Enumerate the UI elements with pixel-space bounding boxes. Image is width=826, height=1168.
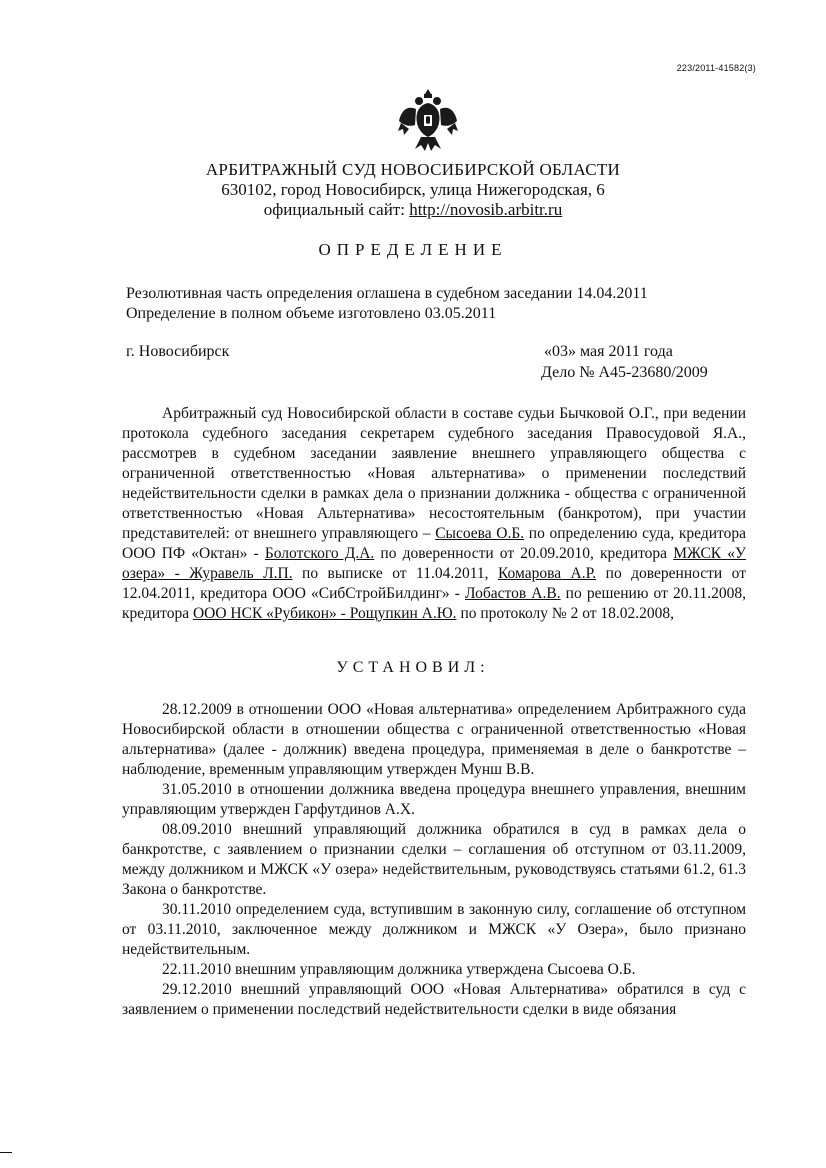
court-address: 630102, город Новосибирск, улица Нижегородская, 6 xyxy=(221,180,605,199)
findings-paragraph: 30.11.2010 определением суда, вступившим в законную силу, соглашение об отступном от 03.11.2010, заключенное между должником и МЖСК «У Озера», было признано недействительным. xyxy=(122,901,746,958)
intro-text: по протоколу № 2 от 18.02.2008, xyxy=(456,605,675,622)
findings-paragraph: 28.12.2009 в отношении ООО «Новая альтернатива» определением Арбитражного суда Новосибирской области в отношении общества с ограниченной ответственностью «Новая альтернатива» (далее - должник) введена процедура, применяемая в деле о банкротстве – наблюдение, временным управляющим утвержден Мунш В.В. xyxy=(122,701,746,778)
intro-text: Арбитражный суд Новосибирской области в составе судьи Бычковой О.Г., при ведении протокола судебного заседания секретарем судебного заседания Правосудовой Я.А., рассмотрев в судебном заседании заявление внешнего управляющего общества с ограниченной ответственностью «Новая альтернатива» о применении последствий недействительности сделки в рамках дела о признании должника - общества с ограниченной ответственностью «Новая Альтернатива» несостоятельным (банкротом), при участии представителей: от внешнего управляющего – xyxy=(122,405,746,542)
document-code: 223/2011-41582(3) xyxy=(676,63,756,73)
document-title: ОПРЕДЕЛЕНИЕ xyxy=(318,240,508,259)
website-label: официальный сайт: xyxy=(263,200,410,219)
underlined-name: Сысоева О.Б. xyxy=(435,525,525,542)
intro-paragraph xyxy=(122,404,746,624)
intro-text: по определению суда, кредитора ООО ПФ «Октан» - xyxy=(122,525,746,562)
website-link[interactable]: http://novosib.arbitr.ru xyxy=(409,200,563,219)
city: г. Новосибирск xyxy=(126,343,230,360)
case-number: Дело № А45-23680/2009 xyxy=(541,364,708,381)
announcement-line: Резолютивная часть определения оглашена в судебном заседании 14.04.2011 xyxy=(126,285,648,302)
findings-paragraph: 31.05.2010 в отношении должника введена процедура внешнего управления, внешним управляющим утвержден Гарфутдинов А.Х. xyxy=(122,781,746,818)
underlined-name: МЖСК «У озера» - Журавель Л.П. xyxy=(122,545,747,582)
court-website xyxy=(0,200,826,220)
announcement-info xyxy=(126,284,648,324)
intro-text: по доверенности от 12.04.2011, кредитора ООО «СибСтройБилдинг» - xyxy=(122,565,746,602)
findings-paragraph: 29.12.2010 внешний управляющий ООО «Новая Альтернатива» обратился в суд с заявлением о применении последствий недействительности сделки в виде обязания xyxy=(122,981,746,1018)
section-heading: УСТАНОВИЛ: xyxy=(336,659,490,676)
underlined-name: Комарова А.Р. xyxy=(497,565,597,582)
intro-text: по решению от 20.11.2008, кредитора xyxy=(122,585,746,622)
court-header xyxy=(0,160,826,220)
findings-paragraph: 08.09.2010 внешний управляющий должника обратился в суд в рамках дела о банкротстве, с заявлением о признании сделки – соглашения об отступном от 03.11.2009, между должником и МЖСК «У озера» недействительным, руководствуясь статьями 61.2, 61.3 Закона о банкротстве. xyxy=(122,821,746,898)
coat-of-arms-icon xyxy=(393,85,463,155)
court-name: АРБИТРАЖНЫЙ СУД НОВОСИБИРСКОЙ ОБЛАСТИ xyxy=(205,160,621,179)
intro-text: по доверенности от 20.09.2010, кредитора xyxy=(374,545,674,562)
scan-mark xyxy=(0,1152,12,1153)
intro-text: по выписке от 11.04.2011, xyxy=(292,565,498,582)
findings-paragraph: 22.11.2010 внешним управляющим должника утверждена Сысоева О.Б. xyxy=(162,961,636,978)
full-text-date-line: Определение в полном объеме изготовлено 03.05.2011 xyxy=(126,305,497,322)
underlined-name: ООО НСК «Рубикон» - Рощупкин А.Ю. xyxy=(192,605,457,622)
findings-section xyxy=(122,700,746,1020)
underlined-name: Болотского Д.А. xyxy=(264,545,375,562)
decision-date: «03» мая 2011 года xyxy=(544,343,673,360)
underlined-name: Лобастов А.В. xyxy=(465,585,561,602)
